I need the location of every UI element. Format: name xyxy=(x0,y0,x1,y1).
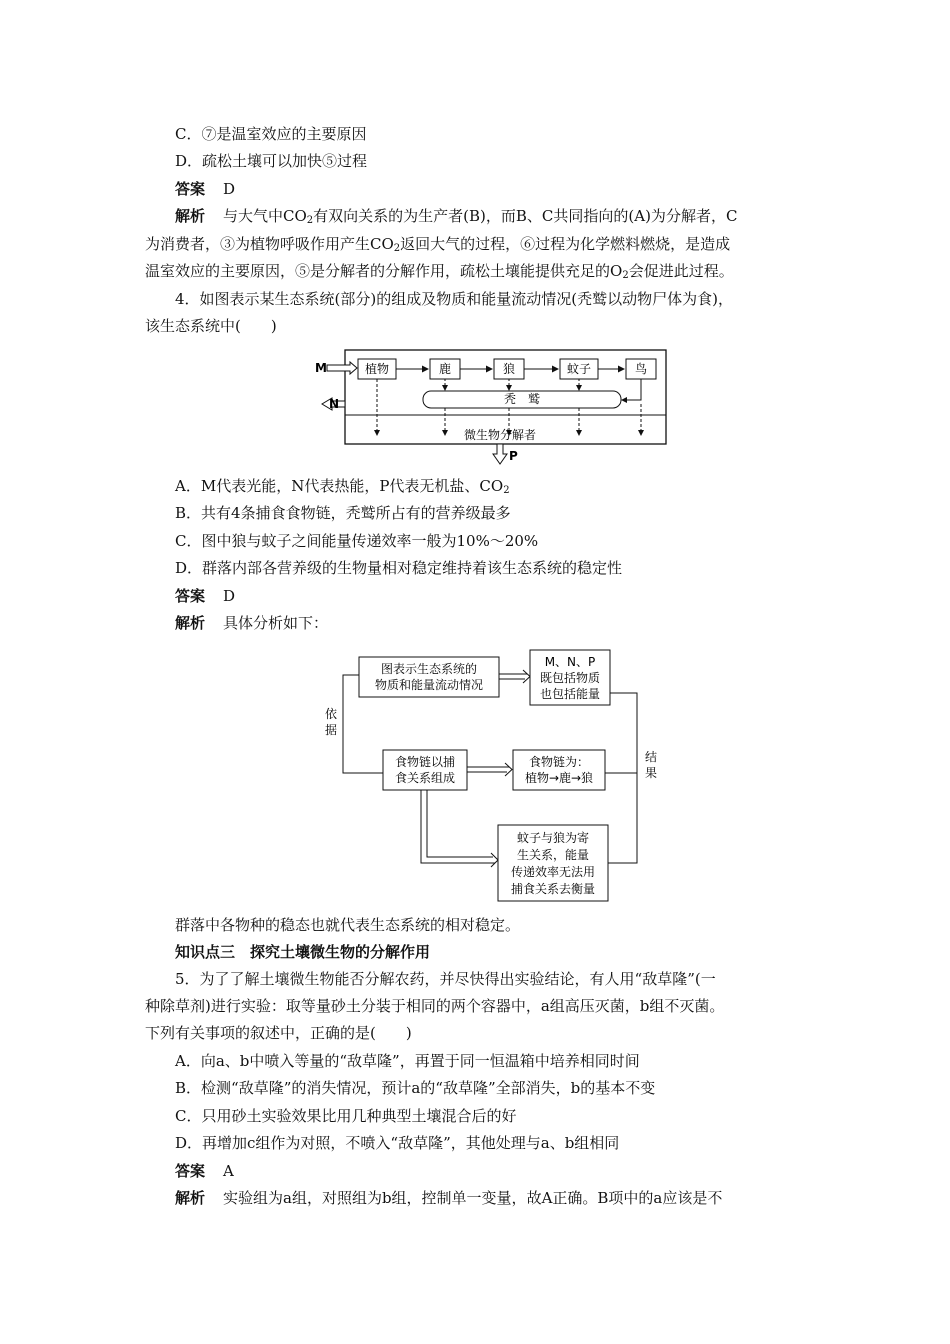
analysis-text: 有双向关系的为生产者(B)，而B、C共同指向的(A)为分解者，C xyxy=(313,207,738,225)
result-label-2: 果 xyxy=(644,766,658,780)
subscript: 2 xyxy=(306,215,314,226)
flow-box2-line3: 也包括能量 xyxy=(539,687,601,701)
q5-stem-line-2: 种除草剂)进行实验：取等量砂土分装于相同的两个容器中，a组高压灭菌，b组不灭菌。 xyxy=(145,997,725,1015)
q4-answer-line xyxy=(175,586,810,606)
q5-analysis-line xyxy=(175,1188,810,1208)
answer-value: A xyxy=(223,1162,234,1180)
analysis-text: 温室效应的主要原因，⑤是分解者的分解作用，疏松土壤能提供充足的O xyxy=(145,262,623,280)
flow-box2-line1: M、N、P xyxy=(544,655,596,669)
q4-analysis-line xyxy=(175,613,810,633)
label-p: P xyxy=(509,449,518,463)
q3-analysis-line-1 xyxy=(175,206,810,226)
q5-stem-line-1: 5．为了了解土壤微生物能否分解农药，并尽快得出实验结论，有人用“敌草隆”(一 xyxy=(175,970,716,988)
q3-option-d: D．疏松土壤可以加快⑤过程 xyxy=(175,152,368,170)
flow-box5-line4: 捕食关系去衡量 xyxy=(510,882,596,896)
flow-box2-line2: 既包括物质 xyxy=(539,671,601,685)
label-n: N xyxy=(329,397,340,411)
q5-option-d: D．再增加c组作为对照，不喷入“敌草隆”，其他处理与a、b组相同 xyxy=(175,1134,620,1152)
flow-box4-line2: 植物→鹿→狼 xyxy=(524,771,594,785)
q5-option-b: B．检测“敌草隆”的消失情况，预计a的“敌草隆”全部消失，b的基本不变 xyxy=(175,1079,656,1097)
q4-option-b: B．共有4条捕食食物链，秃鹫所占有的营养级最多 xyxy=(175,504,511,522)
flow-box3-line2: 食关系组成 xyxy=(394,771,456,785)
analysis-flowchart xyxy=(315,645,665,910)
q5-answer-line xyxy=(175,1161,810,1181)
node-plant: 植物 xyxy=(364,362,390,376)
q5-option-c: C．只用砂土实验效果比用几种典型土壤混合后的好 xyxy=(175,1107,517,1125)
flow-box4-line1: 食物链为： xyxy=(528,755,590,769)
q4-conclusion: 群落中各物种的稳态也就代表生态系统的相对稳定。 xyxy=(175,916,521,934)
result-label-1: 结 xyxy=(644,750,658,764)
subscript: 2 xyxy=(622,270,629,281)
flow-box1-line2: 物质和能量流动情况 xyxy=(374,678,484,692)
analysis-label: 解析 xyxy=(175,1189,206,1207)
analysis-text: 为消费者，③为植物呼吸作用产生CO xyxy=(145,235,394,253)
node-deer: 鹿 xyxy=(438,362,452,376)
flow-box5-line2: 生关系，能量 xyxy=(516,848,590,862)
answer-value: D xyxy=(223,587,236,605)
subscript: 2 xyxy=(393,243,401,254)
label-m: M xyxy=(315,361,327,375)
q3-answer-line xyxy=(175,179,810,199)
q5-option-a: A．向a、b中喷入等量的“敌草隆”，再置于同一恒温箱中培养相同时间 xyxy=(175,1052,640,1070)
q3-analysis-line-2 xyxy=(145,234,810,254)
q4-option-c: C．图中狼与蚊子之间能量传递效率一般为10%～20% xyxy=(175,532,539,550)
flow-box5-line3: 传递效率无法用 xyxy=(510,865,596,879)
q4-stem-line-1: 4．如图表示某生态系统(部分)的组成及物质和能量流动情况(秃鹫以动物尸体为食)， xyxy=(175,290,733,308)
q5-stem-line-3: 下列有关事项的叙述中，正确的是( ) xyxy=(145,1024,412,1042)
analysis-text: 与大气中CO xyxy=(223,207,307,225)
flow-box1-line1: 图表示生态系统的 xyxy=(380,662,478,676)
answer-label: 答案 xyxy=(175,180,206,198)
q3-analysis-line-3 xyxy=(145,261,810,281)
analysis-text: 具体分析如下： xyxy=(223,614,329,632)
option-text: A．M代表光能，N代表热能，P代表无机盐、CO xyxy=(175,477,504,495)
q4-stem-line-2: 该生态系统中( ) xyxy=(145,317,277,335)
node-mosquito: 蚊子 xyxy=(566,362,592,376)
basis-label-1: 依 xyxy=(324,707,338,721)
node-wolf: 狼 xyxy=(502,362,516,376)
analysis-text: 会促进此过程。 xyxy=(628,262,734,280)
flow-box3-line1: 食物链以捕 xyxy=(394,755,456,769)
analysis-label: 解析 xyxy=(175,207,206,225)
flow-box5-line1: 蚊子与狼为寄 xyxy=(516,831,590,845)
analysis-label: 解析 xyxy=(175,614,206,632)
answer-label: 答案 xyxy=(175,1162,206,1180)
decomposer-label: 微生物分解者 xyxy=(463,428,537,442)
answer-value: D xyxy=(223,180,236,198)
analysis-text: 返回大气的过程，⑥过程为化学燃料燃烧，是造成 xyxy=(400,235,731,253)
vulture-label: 秃 鹫 xyxy=(503,392,541,406)
q3-option-c: C．⑦是温室效应的主要原因 xyxy=(175,125,367,143)
analysis-text: 实验组为a组，对照组为b组，控制单一变量，故A正确。B项中的a应该是不 xyxy=(223,1189,723,1207)
section-title: 知识点三 探究土壤微生物的分解作用 xyxy=(175,943,431,961)
answer-label: 答案 xyxy=(175,587,206,605)
q4-option-a xyxy=(175,476,810,496)
node-bird: 鸟 xyxy=(634,362,648,376)
q4-option-d: D．群落内部各营养级的生物量相对稳定维持着该生态系统的稳定性 xyxy=(175,559,623,577)
subscript: 2 xyxy=(503,485,510,496)
basis-label-2: 据 xyxy=(324,723,338,737)
ecosystem-diagram xyxy=(310,340,670,470)
